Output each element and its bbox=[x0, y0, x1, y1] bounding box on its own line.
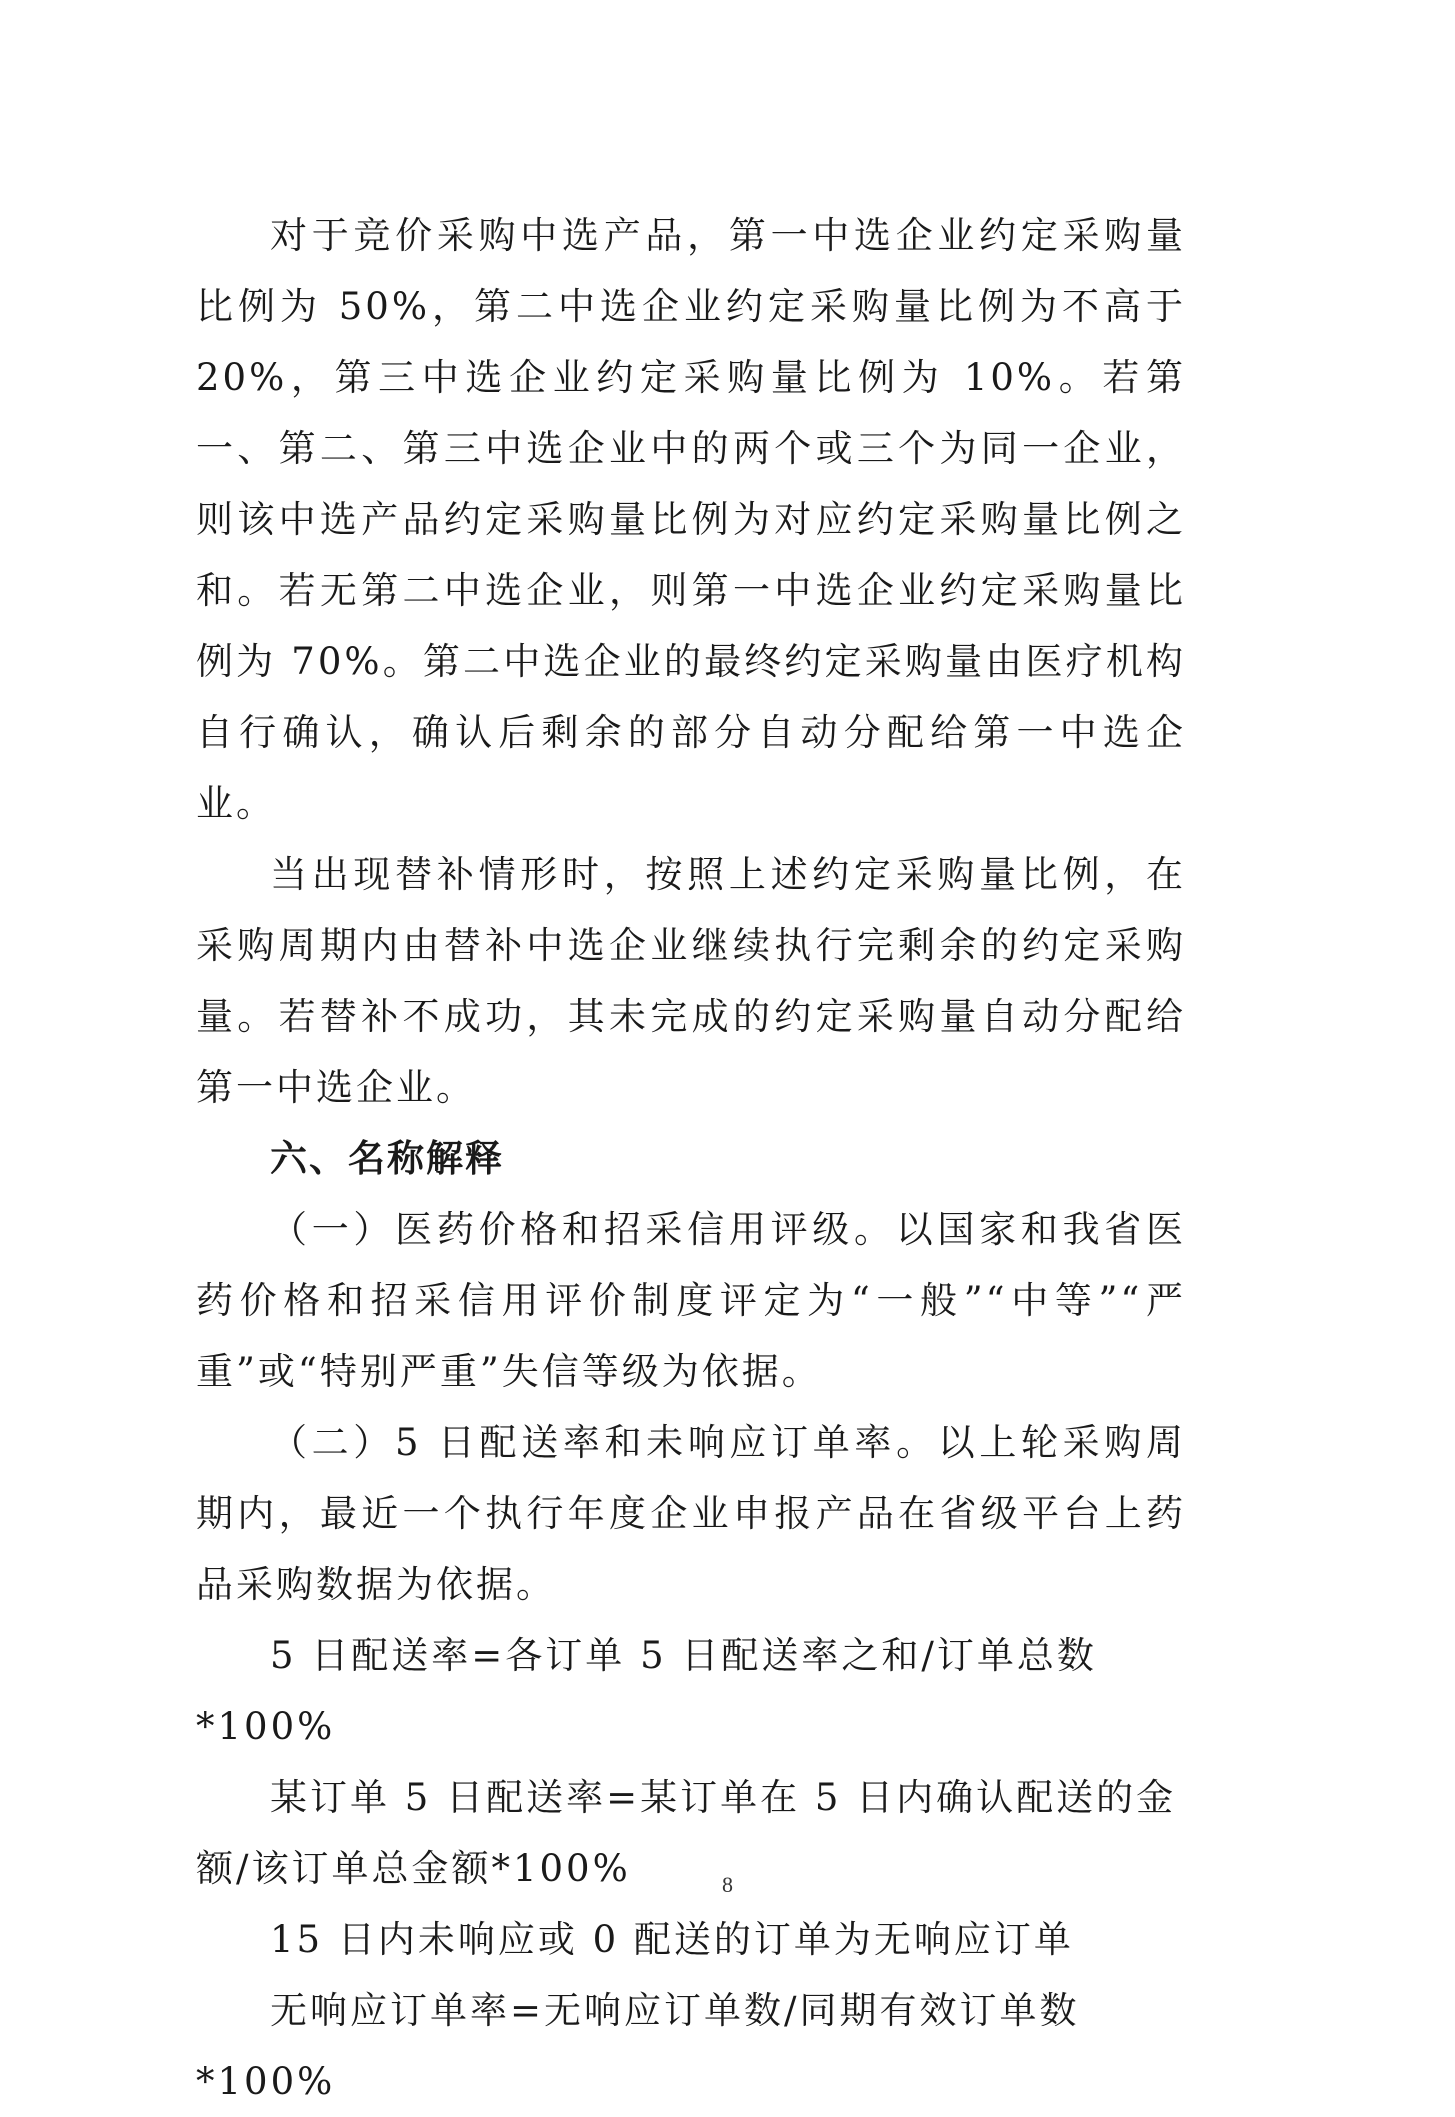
definition-delivery-rate: （二）5 日配送率和未响应订单率。以上轮采购周期内，最近一个执行年度企业申报产品在省级平台上药品采购数据为依据。 bbox=[196, 1421, 1186, 1606]
page-number: 8 bbox=[722, 1872, 733, 1897]
definition-credit-rating: （一）医药价格和招采信用评级。以国家和我省医药价格和招采信用评价制度评定为“一般”“中等”“严重”或“特别严重”失信等级为依据。 bbox=[196, 1208, 1186, 1393]
formula-no-response-definition: 15 日内未响应或 0 配送的订单为无响应订单 bbox=[270, 1918, 1074, 1961]
formula-no-response-rate: 无响应订单率=无响应订单数/同期有效订单数*100% bbox=[196, 1989, 1080, 2103]
section-heading: 六、名称解释 bbox=[270, 1137, 504, 1180]
paragraph-procurement-ratio: 对于竞价采购中选产品，第一中选企业约定采购量比例为 50%，第二中选企业约定采购量比例为不高于 20%，第三中选企业约定采购量比例为 10%。若第一、第二、第三中选企业中的两个或三个为同一企业，则该中选产品约定采购量比例为对应约定采购量比例之和。若无第二中选企业，则第一中选企业约定采购量比例为 70%。第二中选企业的最终约定采购量由医疗机构自行确认，确认后剩余的部分自动分配给第一中选企业。 bbox=[196, 214, 1186, 825]
paragraph-substitute: 当出现替补情形时，按照上述约定采购量比例，在采购周期内由替补中选企业继续执行完剩余的约定采购量。若替补不成功，其未完成的约定采购量自动分配给第一中选企业。 bbox=[196, 853, 1186, 1109]
formula-order-delivery-rate: 某订单 5 日配送率=某订单在 5 日内确认配送的金额/该订单总金额*100% bbox=[196, 1776, 1177, 1890]
document-body bbox=[196, 200, 1186, 2117]
formula-delivery-rate: 5 日配送率=各订单 5 日配送率之和/订单总数*100% bbox=[196, 1634, 1097, 1748]
